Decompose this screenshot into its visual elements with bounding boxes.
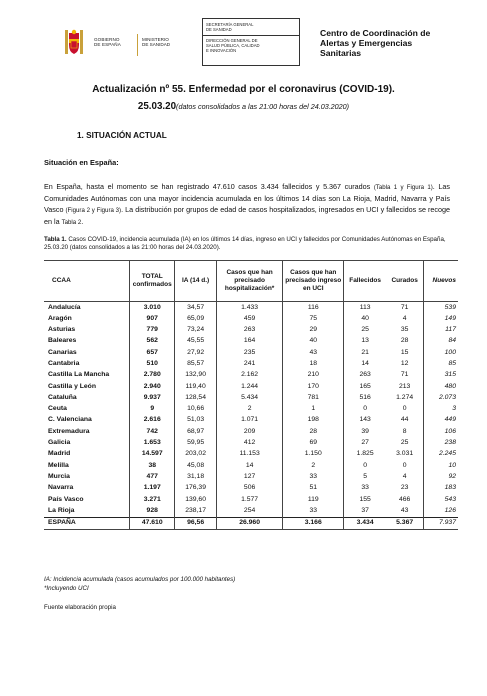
cell-ia: 27,92 xyxy=(175,347,217,358)
gov-line-2: DE ESPAÑA xyxy=(94,42,121,48)
cell-total: 14.597 xyxy=(130,449,175,460)
cell-nuevos: 149 xyxy=(424,313,458,324)
table-row xyxy=(44,381,458,392)
cell-fallecidos: 165 xyxy=(359,382,371,390)
paragraph-text-4: . xyxy=(81,217,84,226)
cell-nuevos: 183 xyxy=(424,483,458,494)
cell-ia: 119,40 xyxy=(175,381,217,392)
cell-ia: 176,39 xyxy=(175,483,217,494)
table-row xyxy=(44,415,458,426)
cell-uci: 18 xyxy=(283,358,344,369)
centro-line-3: Sanitarias xyxy=(320,48,362,58)
cell-nuevos: 3 xyxy=(424,404,458,415)
cell-uci: 33 xyxy=(283,505,344,517)
col-header-total: TOTAL confirmados xyxy=(130,261,175,302)
cell-curados: 1.274 xyxy=(396,393,414,401)
cell-uci: 170 xyxy=(283,381,344,392)
cell-total: 742 xyxy=(130,426,175,437)
cell-uci: 1.150 xyxy=(283,449,344,460)
cell-uci: 198 xyxy=(283,415,344,426)
cell-ccaa: Canarias xyxy=(48,348,77,356)
secretaria-text xyxy=(206,22,253,32)
cell-ia: 65,09 xyxy=(175,313,217,324)
paragraph-ref-2: (Figura 2 y Figura 3) xyxy=(65,207,122,214)
cell-fallecidos: 1.825 xyxy=(356,450,374,458)
cell-total: 779 xyxy=(130,325,175,336)
secretaria-line-2: DE SANIDAD xyxy=(206,27,232,32)
cell-nuevos: 315 xyxy=(424,370,458,381)
direccion-line-1: DIRECCIÓN GENERAL DE xyxy=(206,38,258,43)
cell-nuevos: 84 xyxy=(424,336,458,347)
paragraph-text-2: . Las Comunidades Autónomas con una mayor incidencia acumulada en los últimos 14 días son La Rioja, Madrid, Navarra y País Vasco xyxy=(44,182,450,214)
secretaria-line-1: SECRETARÍA GENERAL xyxy=(206,22,254,27)
cell-ccaa: Cataluña xyxy=(48,393,77,401)
cell-ccaa: País Vasco xyxy=(48,495,84,503)
cell-nuevos: 2.073 xyxy=(424,392,458,403)
cell-fallecidos: 25 xyxy=(361,326,369,334)
cell-nuevos: 117 xyxy=(424,325,458,336)
table-row xyxy=(44,426,458,437)
col-header-curados: Curados xyxy=(386,261,424,302)
cell-total: 477 xyxy=(130,471,175,482)
cell-curados: 25 xyxy=(400,439,409,447)
cell-hospitalizacion: 1.244 xyxy=(217,381,283,392)
cell-total: 38 xyxy=(130,460,175,471)
ministry-line-2: DE SANIDAD xyxy=(142,42,171,48)
cell-ccaa: Andalucía xyxy=(48,303,81,311)
cell-ccaa: Baleares xyxy=(48,337,77,345)
table-row xyxy=(44,483,458,494)
source-note: Fuente elaboración propia xyxy=(44,604,116,611)
cell-ia: 68,97 xyxy=(175,426,217,437)
cell-ia: 45,55 xyxy=(175,336,217,347)
cell-hospitalizacion: 26.960 xyxy=(217,517,283,529)
cell-fallecidos: 516 xyxy=(359,393,371,401)
cell-fallecidos: 155 xyxy=(359,495,371,503)
paragraph-text-3: . La distribución por grupos de edad de casos hospitalizados, ingresados en UCI y fallecidos se recoge en la xyxy=(44,205,450,226)
gov-line-1: GOBIERNO xyxy=(94,37,120,42)
cell-nuevos: 85 xyxy=(424,358,458,369)
cell-ccaa: ESPAÑA xyxy=(44,517,130,529)
cell-uci: 33 xyxy=(283,471,344,482)
cell-total: 3.271 xyxy=(130,494,175,505)
logo-divider xyxy=(137,34,138,56)
subheading: Situación en España: xyxy=(44,158,119,167)
col-header-ia: IA (14 d.) xyxy=(175,261,217,302)
cell-curados: 0 xyxy=(402,405,407,413)
cell-uci: 28 xyxy=(283,426,344,437)
cell-uci: 210 xyxy=(283,370,344,381)
cell-fallecidos: 40 xyxy=(361,314,369,322)
cell-ia: 59,95 xyxy=(175,438,217,449)
cell-ia: 34,57 xyxy=(175,302,217,314)
table-row xyxy=(44,505,458,517)
cell-curados: 213 xyxy=(398,382,411,390)
cell-ccaa: Navarra xyxy=(48,484,74,492)
cell-nuevos: 7.937 xyxy=(424,517,458,529)
cell-nuevos: 106 xyxy=(424,426,458,437)
cell-ia: 10,66 xyxy=(175,404,217,415)
cell-ccaa: La Rioja xyxy=(48,506,75,514)
table-header-row xyxy=(44,261,458,302)
cell-uci: 51 xyxy=(283,483,344,494)
cell-ia: 51,03 xyxy=(175,415,217,426)
footnote-uci: *Incluyendo UCI xyxy=(44,584,89,592)
table-row xyxy=(44,302,458,314)
cell-hospitalizacion: 1.071 xyxy=(217,415,283,426)
cell-nuevos: 449 xyxy=(424,415,458,426)
cell-hospitalizacion: 506 xyxy=(217,483,283,494)
cell-nuevos: 92 xyxy=(424,471,458,482)
coat-of-arms-icon xyxy=(62,28,86,58)
table-row xyxy=(44,313,458,324)
cell-curados: 23 xyxy=(400,484,409,492)
paragraph-ref-3: Tabla 2 xyxy=(61,219,82,226)
table-caption-text: Casos COVID-19, incidencia acumulada (IA) en los últimos 14 días, ingreso en UCI y fallecidos por Comunidades Autónomas en España, 25.03.20 (datos consolidados a las 21:00 horas del 24.03.2020). xyxy=(44,236,446,252)
cell-uci: 2 xyxy=(283,460,344,471)
cell-ccaa: Madrid xyxy=(48,450,71,458)
cell-ccaa: Aragón xyxy=(48,314,72,322)
cell-ia: 73,24 xyxy=(175,325,217,336)
cell-hospitalizacion: 2 xyxy=(217,404,283,415)
direccion-line-2: SALUD PÚBLICA, CALIDAD xyxy=(206,43,260,48)
table-row xyxy=(44,460,458,471)
cell-ccaa: Ceuta xyxy=(48,405,67,413)
cell-curados: 3.031 xyxy=(396,450,414,458)
cell-curados: 0 xyxy=(402,461,407,469)
cell-fallecidos: 33 xyxy=(361,484,369,492)
direccion-text xyxy=(206,38,260,53)
date-line xyxy=(0,101,487,112)
cell-total: 47.610 xyxy=(130,517,175,529)
table-row xyxy=(44,347,458,358)
cell-ia: 238,17 xyxy=(175,505,217,517)
table-row xyxy=(44,336,458,347)
cell-curados: 71 xyxy=(400,303,409,311)
cell-uci: 116 xyxy=(283,302,344,314)
cell-ia: 203,02 xyxy=(175,449,217,460)
cell-uci: 781 xyxy=(283,392,344,403)
cell-hospitalizacion: 11.153 xyxy=(217,449,283,460)
ministry-line-1: MINISTERIO xyxy=(142,37,169,42)
cell-curados: 71 xyxy=(400,371,409,379)
cell-ccaa: Melilla xyxy=(48,461,69,469)
table-row xyxy=(44,370,458,381)
paragraph-ref-1: (Tabla 1 y Figura 1) xyxy=(373,184,433,191)
cell-ccaa: Cantabria xyxy=(48,359,80,367)
cell-total: 9.937 xyxy=(130,392,175,403)
cell-ia: 139,60 xyxy=(175,494,217,505)
table-row xyxy=(44,449,458,460)
cell-ccaa: Extremadura xyxy=(48,427,90,435)
cell-ccaa: C. Valenciana xyxy=(48,416,92,424)
cell-ccaa: Castilla y León xyxy=(48,382,96,390)
cell-ia: 31,18 xyxy=(175,471,217,482)
cell-nuevos: 539 xyxy=(424,302,458,314)
cell-curados: 15 xyxy=(400,348,409,356)
cell-ia: 128,54 xyxy=(175,392,217,403)
paragraph-text-1: En España, hasta el momento se han registrado 47.610 casos 3.434 fallecidos y 5.367 curados xyxy=(44,182,374,191)
cell-uci: 119 xyxy=(283,494,344,505)
cell-fallecidos: 5 xyxy=(363,472,367,480)
cell-uci: 1 xyxy=(283,404,344,415)
cell-hospitalizacion: 209 xyxy=(217,426,283,437)
cell-total: 9 xyxy=(130,404,175,415)
cell-uci: 69 xyxy=(283,438,344,449)
cell-hospitalizacion: 127 xyxy=(217,471,283,482)
cell-hospitalizacion: 164 xyxy=(217,336,283,347)
col-header-nuevos: Nuevos xyxy=(424,261,458,302)
centro-line-1: Centro de Coordinación de xyxy=(320,28,431,38)
table-row xyxy=(44,471,458,482)
cell-uci: 40 xyxy=(283,336,344,347)
footnote-ia: IA: Incidencia acumulada (casos acumulados por 100.000 habitantes) xyxy=(44,576,236,583)
cell-hospitalizacion: 1.577 xyxy=(217,494,283,505)
cell-nuevos: 238 xyxy=(424,438,458,449)
cell-nuevos: 100 xyxy=(424,347,458,358)
cell-total: 2.780 xyxy=(130,370,175,381)
cell-curados: 4 xyxy=(402,314,407,322)
col-header-ccaa: CCAA xyxy=(44,261,130,302)
cell-ia: 45,08 xyxy=(175,460,217,471)
cell-curados: 28 xyxy=(400,337,409,345)
cell-total: 907 xyxy=(130,313,175,324)
cell-fallecidos: 143 xyxy=(359,416,371,424)
centro-line-2: Alertas y Emergencias xyxy=(320,38,413,48)
cell-total: 3.010 xyxy=(130,302,175,314)
cell-total: 928 xyxy=(130,505,175,517)
table-row xyxy=(44,325,458,336)
cell-fallecidos: 13 xyxy=(361,337,369,345)
secretaria-box xyxy=(202,18,300,66)
table-body xyxy=(44,302,458,530)
cell-curados: 44 xyxy=(400,416,409,424)
col-header-hospitalizacion: Casos que han precisado hospitalización* xyxy=(217,261,283,302)
cell-curados: 8 xyxy=(402,427,407,435)
covid-table xyxy=(44,260,458,530)
cell-fallecidos: 14 xyxy=(361,359,369,367)
cell-ccaa: Asturias xyxy=(48,326,76,334)
cell-ia: 96,56 xyxy=(175,517,217,529)
cell-ia: 85,57 xyxy=(175,358,217,369)
cell-total: 2.616 xyxy=(130,415,175,426)
table-total-row xyxy=(44,517,458,529)
cell-hospitalizacion: 254 xyxy=(217,505,283,517)
cell-nuevos: 543 xyxy=(424,494,458,505)
cell-total: 562 xyxy=(130,336,175,347)
cell-hospitalizacion: 14 xyxy=(217,460,283,471)
government-logo xyxy=(58,24,198,64)
table-row xyxy=(44,392,458,403)
table-row xyxy=(44,358,458,369)
table-caption xyxy=(44,236,454,253)
cell-nuevos: 2.245 xyxy=(424,449,458,460)
cell-curados: 4 xyxy=(402,472,407,480)
col-header-fallecidos: Fallecidos xyxy=(344,261,386,302)
cell-uci: 3.166 xyxy=(283,517,344,529)
cell-nuevos: 10 xyxy=(424,460,458,471)
cell-fallecidos: 3.434 xyxy=(344,517,386,529)
cell-total: 510 xyxy=(130,358,175,369)
situation-paragraph xyxy=(44,181,450,228)
document-title: Actualización nº 55. Enfermedad por el coronavirus (COVID-19). xyxy=(92,84,395,95)
cell-curados: 43 xyxy=(400,506,409,514)
date-note: (datos consolidados a las 21:00 horas del 24.03.2020) xyxy=(176,102,350,111)
cell-fallecidos: 39 xyxy=(361,427,369,435)
table-footnotes xyxy=(44,576,235,593)
cell-fallecidos: 21 xyxy=(361,348,369,356)
box-divider xyxy=(203,35,299,36)
cell-hospitalizacion: 241 xyxy=(217,358,283,369)
cell-nuevos: 480 xyxy=(424,381,458,392)
cell-fallecidos: 0 xyxy=(363,405,367,413)
cell-total: 1.653 xyxy=(130,438,175,449)
cell-ccaa: Murcia xyxy=(48,472,70,480)
cell-hospitalizacion: 459 xyxy=(217,313,283,324)
cell-ccaa: Galicia xyxy=(48,439,71,447)
cell-curados: 35 xyxy=(400,326,409,334)
centro-coordinacion-title xyxy=(320,28,430,58)
cell-fallecidos: 263 xyxy=(359,371,371,379)
cell-hospitalizacion: 412 xyxy=(217,438,283,449)
cell-hospitalizacion: 263 xyxy=(217,325,283,336)
ministerio-text xyxy=(142,37,170,48)
cell-fallecidos: 27 xyxy=(361,439,369,447)
cell-hospitalizacion: 1.433 xyxy=(217,302,283,314)
gobierno-text xyxy=(94,37,121,48)
cell-uci: 29 xyxy=(283,325,344,336)
cell-fallecidos: 37 xyxy=(361,506,369,514)
table-caption-label: Tabla 1. xyxy=(44,236,67,243)
table-row xyxy=(44,404,458,415)
cell-ccaa: Castilla La Mancha xyxy=(48,371,110,379)
cell-uci: 75 xyxy=(283,313,344,324)
cell-hospitalizacion: 2.162 xyxy=(217,370,283,381)
col-header-uci: Casos que han precisado ingreso en UCI xyxy=(283,261,344,302)
cell-curados: 466 xyxy=(398,495,411,503)
cell-fallecidos: 0 xyxy=(363,461,367,469)
cell-hospitalizacion: 5.434 xyxy=(217,392,283,403)
cell-curados: 5.367 xyxy=(386,517,424,529)
cell-total: 1.197 xyxy=(130,483,175,494)
table-row xyxy=(44,438,458,449)
table-row xyxy=(44,494,458,505)
report-date: 25.03.20 xyxy=(137,101,177,112)
cell-ia: 132,90 xyxy=(175,370,217,381)
cell-curados: 12 xyxy=(400,359,409,367)
cell-uci: 43 xyxy=(283,347,344,358)
cell-total: 2.940 xyxy=(130,381,175,392)
cell-hospitalizacion: 235 xyxy=(217,347,283,358)
cell-fallecidos: 113 xyxy=(359,303,371,311)
cell-nuevos: 126 xyxy=(424,505,458,517)
section-title: 1. SITUACIÓN ACTUAL xyxy=(77,131,167,140)
document-header xyxy=(58,14,473,70)
cell-total: 657 xyxy=(130,347,175,358)
direccion-line-3: E INNOVACIÓN xyxy=(206,48,237,53)
